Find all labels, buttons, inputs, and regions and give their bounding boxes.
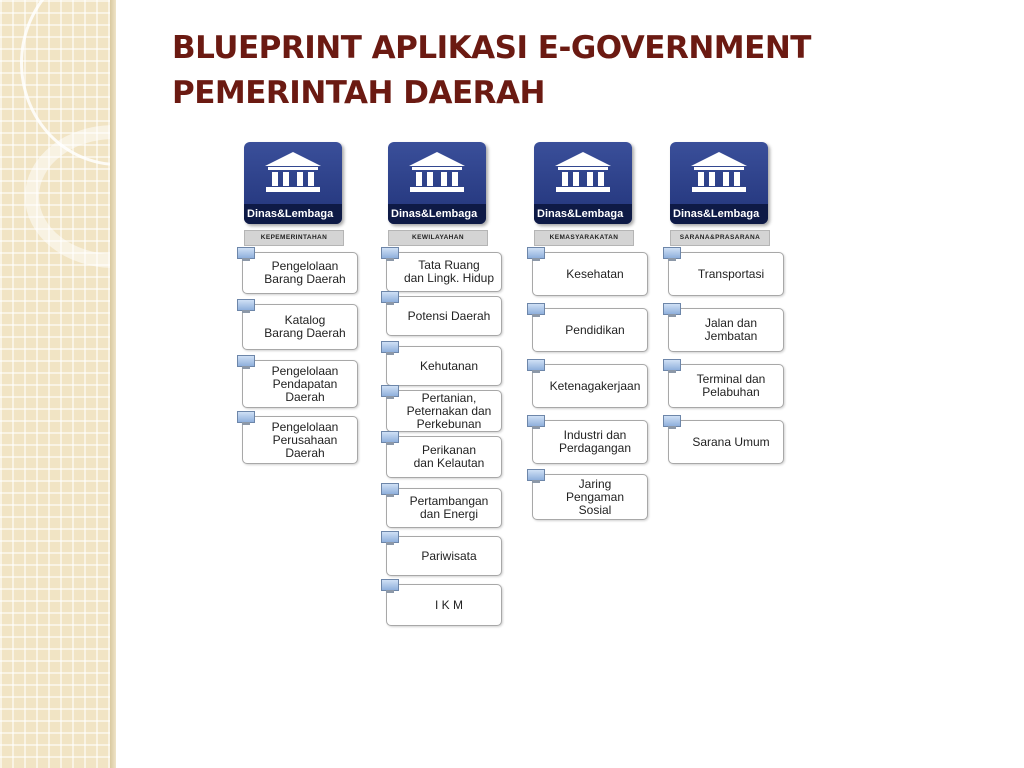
application-item[interactable]: [532, 252, 648, 296]
application-item[interactable]: [386, 536, 502, 576]
application-item[interactable]: [532, 420, 648, 464]
application-item-label: Pendidikan: [565, 322, 625, 337]
dinas-lembaga-tile[interactable]: [534, 142, 632, 224]
sidebar-edge: [110, 0, 116, 768]
computer-monitor-icon: [237, 247, 255, 261]
application-item[interactable]: [386, 436, 502, 478]
dinas-lembaga-label: Dinas&Lembaga: [244, 204, 342, 224]
dinas-lembaga-tile[interactable]: [244, 142, 342, 224]
application-item-label: Pertambangan dan Energi: [409, 494, 489, 521]
computer-monitor-icon: [663, 247, 681, 261]
decorative-sidebar: [0, 0, 110, 768]
computer-monitor-icon: [237, 411, 255, 425]
application-item[interactable]: [532, 474, 648, 520]
computer-monitor-icon: [237, 355, 255, 369]
computer-monitor-icon: [663, 415, 681, 429]
computer-monitor-icon: [527, 247, 545, 261]
computer-monitor-icon: [381, 579, 399, 593]
category-label: KEWILAYAHAN: [388, 230, 488, 246]
computer-monitor-icon: [527, 415, 545, 429]
application-item-label: Pertanian, Peternakan dan Perkebunan: [406, 390, 492, 431]
dinas-lembaga-label: Dinas&Lembaga: [388, 204, 486, 224]
application-item-label: Katalog Barang Daerah: [264, 313, 346, 340]
category-label: KEMASYARAKATAN: [534, 230, 634, 246]
slide-title-line-1: BLUEPRINT APLIKASI E-GOVERNMENT: [172, 30, 811, 66]
slide-title-line-2: PEMERINTAH DAERAH: [172, 75, 545, 111]
category-label: KEPEMERINTAHAN: [244, 230, 344, 246]
application-item[interactable]: [668, 252, 784, 296]
application-item-label: Terminal dan Pelabuhan: [696, 372, 766, 399]
dinas-lembaga-label: Dinas&Lembaga: [534, 204, 632, 224]
computer-monitor-icon: [527, 303, 545, 317]
computer-monitor-icon: [381, 483, 399, 497]
computer-monitor-icon: [381, 341, 399, 355]
application-item-label: Industri dan Perdagangan: [558, 428, 632, 455]
application-item[interactable]: [242, 416, 358, 464]
application-item[interactable]: [386, 252, 502, 292]
application-item[interactable]: [668, 364, 784, 408]
decorative-ring: [25, 125, 110, 268]
application-item[interactable]: [242, 360, 358, 408]
application-item[interactable]: [386, 584, 502, 626]
computer-monitor-icon: [527, 469, 545, 483]
computer-monitor-icon: [663, 359, 681, 373]
computer-monitor-icon: [381, 385, 399, 399]
application-item[interactable]: [242, 252, 358, 294]
slide-title: [172, 26, 811, 116]
application-item[interactable]: [386, 346, 502, 386]
computer-monitor-icon: [381, 531, 399, 545]
application-item-label: I K M: [434, 597, 463, 612]
application-item[interactable]: [242, 304, 358, 350]
computer-monitor-icon: [381, 291, 399, 305]
application-item-label: Pengelolaan Perusahaan Daerah: [271, 419, 339, 460]
application-item-label: Kesehatan: [566, 266, 624, 281]
application-item-label: Transportasi: [697, 266, 765, 281]
computer-monitor-icon: [527, 359, 545, 373]
dinas-lembaga-tile[interactable]: [670, 142, 768, 224]
application-item-label: Ketenagakerjaan: [549, 378, 641, 393]
computer-monitor-icon: [381, 247, 399, 261]
application-item[interactable]: [386, 488, 502, 528]
application-item[interactable]: [668, 420, 784, 464]
application-item[interactable]: [386, 390, 502, 432]
application-item-label: Sarana Umum: [692, 434, 770, 449]
application-item-label: Pengelolaan Pendapatan Daerah: [271, 363, 339, 404]
application-item[interactable]: [532, 308, 648, 352]
application-item-label: Kehutanan: [419, 358, 479, 373]
category-label: SARANA&PRASARANA: [670, 230, 770, 246]
application-item-label: Pengelolaan Barang Daerah: [264, 259, 346, 286]
dinas-lembaga-tile[interactable]: [388, 142, 486, 224]
computer-monitor-icon: [663, 303, 681, 317]
computer-monitor-icon: [381, 431, 399, 445]
application-item[interactable]: [386, 296, 502, 336]
application-item-label: Tata Ruang dan Lingk. Hidup: [403, 258, 495, 285]
application-item[interactable]: [668, 308, 784, 352]
application-item-label: Perikanan dan Kelautan: [413, 443, 485, 470]
application-item-label: Potensi Daerah: [407, 308, 491, 323]
application-item-label: Jalan dan Jembatan: [704, 316, 758, 343]
application-item[interactable]: [532, 364, 648, 408]
application-item-label: Jaring Pengaman Sosial: [565, 476, 625, 517]
dinas-lembaga-label: Dinas&Lembaga: [670, 204, 768, 224]
computer-monitor-icon: [237, 299, 255, 313]
application-item-label: Pariwisata: [421, 548, 477, 563]
